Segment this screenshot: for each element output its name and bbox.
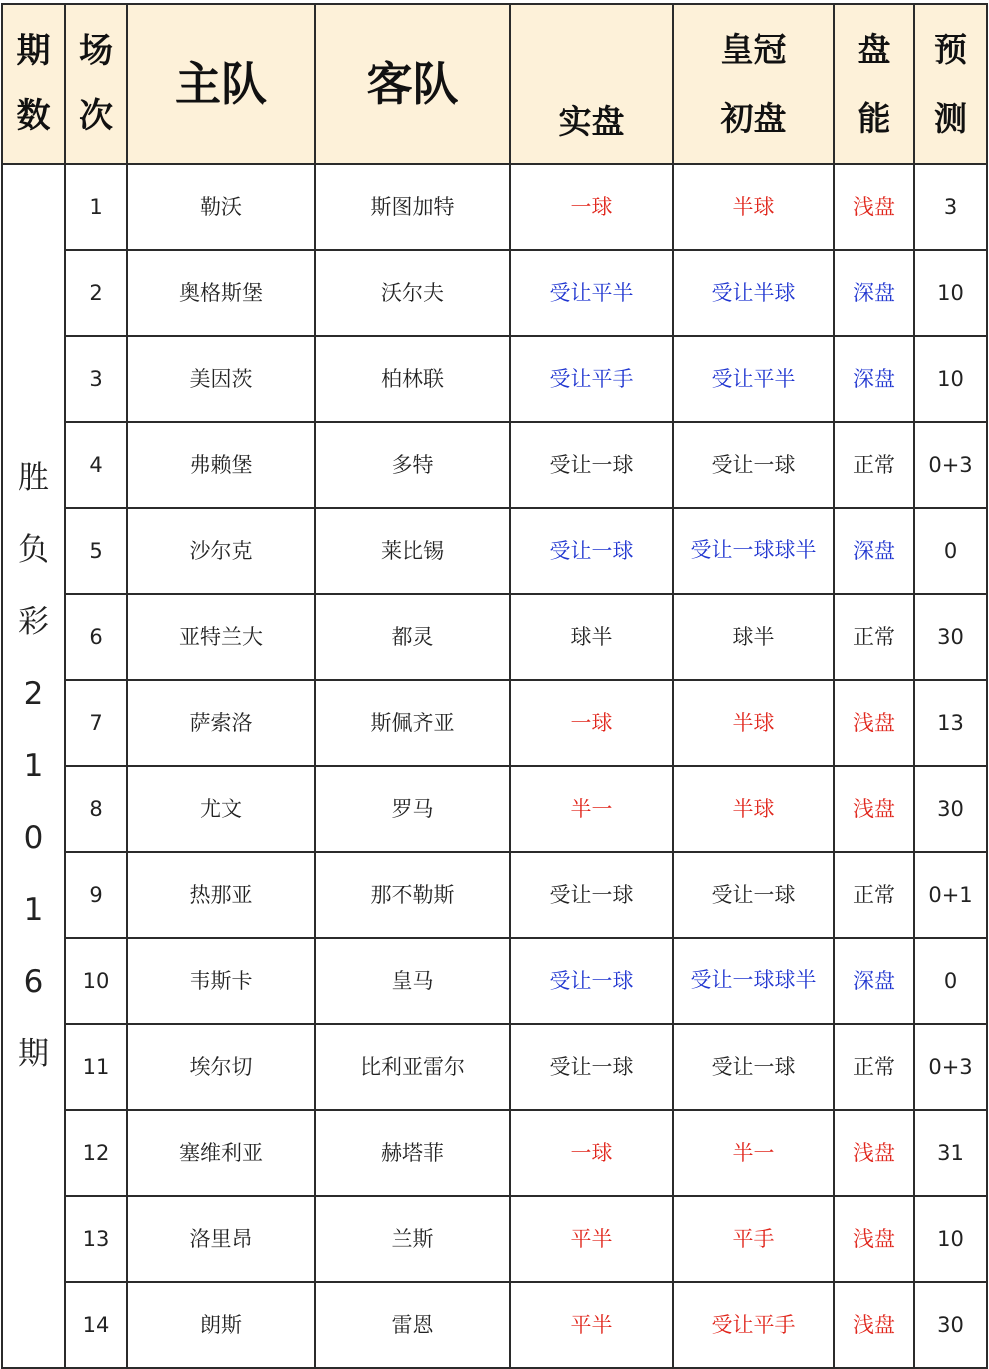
- prediction-cell: 0+1: [914, 852, 987, 938]
- away-team-cell: 斯佩齐亚: [315, 680, 510, 766]
- handicap-strength-cell: 浅盘: [834, 1196, 914, 1282]
- crown-opening-cell: 受让一球球半: [673, 508, 834, 594]
- actual-handicap-cell: 平半: [510, 1282, 673, 1368]
- prediction-table: [1, 3, 988, 1369]
- home-team-cell: 韦斯卡: [127, 938, 315, 1024]
- crown-opening-cell: 平手: [673, 1196, 834, 1282]
- table-row: [2, 852, 987, 938]
- table-row: [2, 422, 987, 508]
- crown-opening-cell: 半球: [673, 164, 834, 250]
- handicap-strength-cell: 浅盘: [834, 1110, 914, 1196]
- away-team-cell: 赫塔菲: [315, 1110, 510, 1196]
- home-team-cell: 勒沃: [127, 164, 315, 250]
- actual-handicap-cell: 平半: [510, 1196, 673, 1282]
- match-number-cell: 3: [65, 336, 127, 422]
- prediction-cell: 30: [914, 594, 987, 680]
- away-team-cell: 斯图加特: [315, 164, 510, 250]
- match-number-cell: 1: [65, 164, 127, 250]
- period-char: 彩: [18, 604, 49, 640]
- table-row: [2, 250, 987, 336]
- home-team-cell: 美因茨: [127, 336, 315, 422]
- actual-handicap-cell: 受让一球: [510, 852, 673, 938]
- table-row: [2, 938, 987, 1024]
- prediction-cell: 13: [914, 680, 987, 766]
- handicap-strength-cell: 浅盘: [834, 1282, 914, 1368]
- header-actual-handicap: 实盘: [510, 4, 673, 164]
- actual-handicap-cell: 半一: [510, 766, 673, 852]
- table-row: [2, 680, 987, 766]
- prediction-cell: 0: [914, 938, 987, 1024]
- away-team-cell: 莱比锡: [315, 508, 510, 594]
- crown-opening-cell: 受让平半: [673, 336, 834, 422]
- match-number-cell: 8: [65, 766, 127, 852]
- prediction-cell: 30: [914, 1282, 987, 1368]
- crown-opening-cell: 受让一球球半: [673, 938, 834, 1024]
- handicap-strength-cell: 深盘: [834, 938, 914, 1024]
- home-team-cell: 热那亚: [127, 852, 315, 938]
- actual-handicap-cell: 受让一球: [510, 422, 673, 508]
- away-team-cell: 兰斯: [315, 1196, 510, 1282]
- header-row: [2, 4, 987, 164]
- handicap-strength-cell: 浅盘: [834, 680, 914, 766]
- prediction-cell: 10: [914, 1196, 987, 1282]
- period-char: 期: [18, 1036, 49, 1072]
- away-team-cell: 雷恩: [315, 1282, 510, 1368]
- prediction-cell: 0+3: [914, 1024, 987, 1110]
- crown-opening-cell: 半球: [673, 680, 834, 766]
- header-match-no: 场 次: [65, 4, 127, 164]
- handicap-strength-cell: 正常: [834, 594, 914, 680]
- crown-opening-cell: 受让一球: [673, 852, 834, 938]
- handicap-strength-cell: 深盘: [834, 336, 914, 422]
- handicap-strength-cell: 正常: [834, 1024, 914, 1110]
- away-team-cell: 那不勒斯: [315, 852, 510, 938]
- table-row: [2, 1024, 987, 1110]
- actual-handicap-cell: 受让平手: [510, 336, 673, 422]
- table-row: [2, 336, 987, 422]
- table-row: [2, 1282, 987, 1368]
- actual-handicap-cell: 受让平半: [510, 250, 673, 336]
- table-row: [2, 508, 987, 594]
- crown-opening-cell: 球半: [673, 594, 834, 680]
- actual-handicap-cell: 一球: [510, 164, 673, 250]
- actual-handicap-cell: 受让一球: [510, 938, 673, 1024]
- crown-opening-cell: 半一: [673, 1110, 834, 1196]
- handicap-strength-cell: 正常: [834, 422, 914, 508]
- period-char: 负: [18, 532, 49, 568]
- home-team-cell: 尤文: [127, 766, 315, 852]
- crown-opening-cell: 受让一球: [673, 422, 834, 508]
- home-team-cell: 洛里昂: [127, 1196, 315, 1282]
- table-row: [2, 164, 987, 250]
- home-team-cell: 沙尔克: [127, 508, 315, 594]
- prediction-cell: 10: [914, 336, 987, 422]
- actual-handicap-cell: 受让一球: [510, 508, 673, 594]
- match-number-cell: 7: [65, 680, 127, 766]
- period-char: 胜: [18, 460, 49, 496]
- home-team-cell: 弗赖堡: [127, 422, 315, 508]
- home-team-cell: 塞维利亚: [127, 1110, 315, 1196]
- match-number-cell: 11: [65, 1024, 127, 1110]
- match-number-cell: 2: [65, 250, 127, 336]
- table-row: [2, 766, 987, 852]
- match-number-cell: 12: [65, 1110, 127, 1196]
- match-number-cell: 6: [65, 594, 127, 680]
- away-team-cell: 皇马: [315, 938, 510, 1024]
- prediction-cell: 0: [914, 508, 987, 594]
- home-team-cell: 萨索洛: [127, 680, 315, 766]
- header-away-team: 客队: [315, 4, 510, 164]
- handicap-strength-cell: 浅盘: [834, 766, 914, 852]
- table-row: [2, 1196, 987, 1282]
- match-number-cell: 5: [65, 508, 127, 594]
- crown-opening-cell: 受让半球: [673, 250, 834, 336]
- period-char: 1: [23, 748, 44, 784]
- home-team-cell: 奥格斯堡: [127, 250, 315, 336]
- header-handicap-strength: 盘 能: [834, 4, 914, 164]
- period-char: 6: [23, 964, 44, 1000]
- prediction-cell: 10: [914, 250, 987, 336]
- away-team-cell: 比利亚雷尔: [315, 1024, 510, 1110]
- match-number-cell: 13: [65, 1196, 127, 1282]
- table-row: [2, 594, 987, 680]
- prediction-cell: 31: [914, 1110, 987, 1196]
- match-number-cell: 10: [65, 938, 127, 1024]
- handicap-strength-cell: 深盘: [834, 250, 914, 336]
- crown-opening-cell: 半球: [673, 766, 834, 852]
- home-team-cell: 朗斯: [127, 1282, 315, 1368]
- crown-opening-cell: 受让平手: [673, 1282, 834, 1368]
- header-period: 期 数: [2, 4, 65, 164]
- handicap-strength-cell: 深盘: [834, 508, 914, 594]
- match-number-cell: 4: [65, 422, 127, 508]
- actual-handicap-cell: 一球: [510, 680, 673, 766]
- period-char: 1: [23, 892, 44, 928]
- actual-handicap-cell: 球半: [510, 594, 673, 680]
- handicap-strength-cell: 浅盘: [834, 164, 914, 250]
- header-home-team: 主队: [127, 4, 315, 164]
- match-number-cell: 9: [65, 852, 127, 938]
- period-cell: [2, 164, 65, 1368]
- away-team-cell: 都灵: [315, 594, 510, 680]
- prediction-cell: 0+3: [914, 422, 987, 508]
- away-team-cell: 柏林联: [315, 336, 510, 422]
- period-char: 2: [23, 676, 44, 712]
- crown-opening-cell: 受让一球: [673, 1024, 834, 1110]
- prediction-cell: 30: [914, 766, 987, 852]
- period-char: 0: [23, 820, 44, 856]
- table-row: [2, 1110, 987, 1196]
- away-team-cell: 多特: [315, 422, 510, 508]
- header-prediction: 预 测: [914, 4, 987, 164]
- prediction-cell: 3: [914, 164, 987, 250]
- handicap-strength-cell: 正常: [834, 852, 914, 938]
- away-team-cell: 罗马: [315, 766, 510, 852]
- actual-handicap-cell: 受让一球: [510, 1024, 673, 1110]
- home-team-cell: 埃尔切: [127, 1024, 315, 1110]
- away-team-cell: 沃尔夫: [315, 250, 510, 336]
- actual-handicap-cell: 一球: [510, 1110, 673, 1196]
- home-team-cell: 亚特兰大: [127, 594, 315, 680]
- header-crown-opening: 皇冠 初盘: [673, 4, 834, 164]
- match-number-cell: 14: [65, 1282, 127, 1368]
